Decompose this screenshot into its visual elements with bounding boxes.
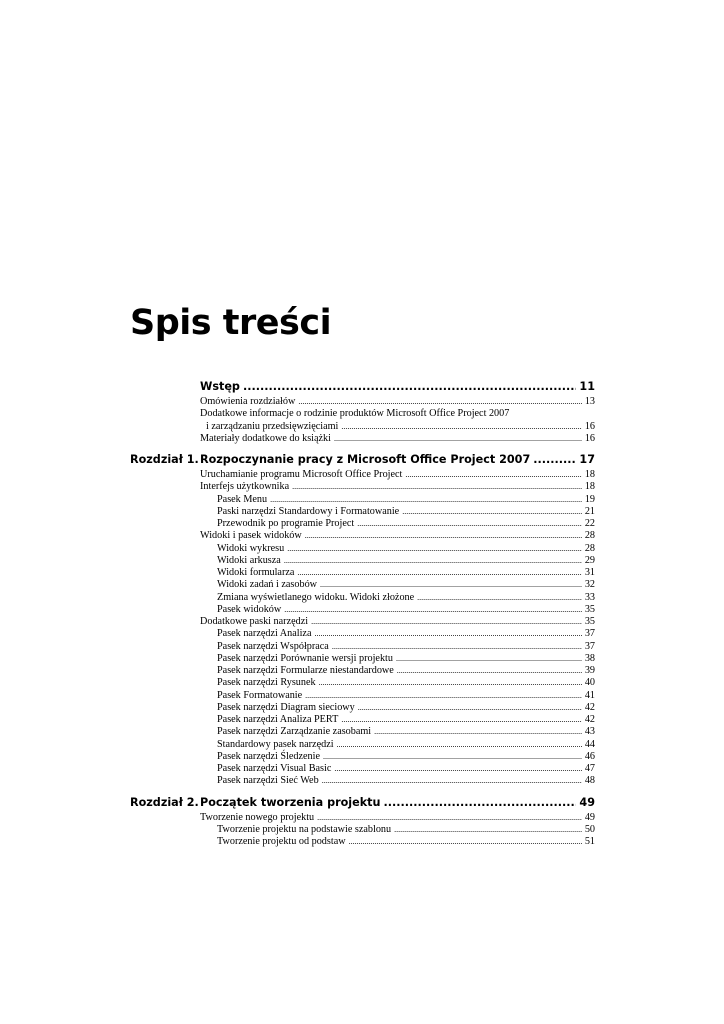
entry-page-number: 21 xyxy=(584,505,595,517)
entry-list xyxy=(200,396,595,445)
entry-page-number: 44 xyxy=(584,738,595,750)
dot-leader xyxy=(284,555,582,567)
entry-title: Pasek Formatowanie xyxy=(217,689,303,701)
toc-chapter xyxy=(130,451,595,788)
entry-title: Pasek narzędzi Rysunek xyxy=(217,677,316,689)
entry-title: Przewodnik po programie Project xyxy=(217,518,355,529)
entry-title: Pasek narzędzi Zarządzanie zasobami xyxy=(217,726,372,738)
toc-subentry[interactable] xyxy=(200,518,595,530)
dot-leader xyxy=(337,739,582,751)
entry-page-number: 40 xyxy=(584,677,595,689)
entry-title: Widoki formularza xyxy=(217,567,295,578)
toc-entry[interactable] xyxy=(200,469,595,481)
entry-title: Tworzenie projektu od podstaw xyxy=(217,836,346,847)
entry-title: Pasek narzędzi Współpraca xyxy=(217,640,329,652)
dot-leader xyxy=(314,628,581,640)
toc-entry[interactable] xyxy=(200,421,595,433)
chapter-page-number: 49 xyxy=(579,795,595,809)
chapter-title-row xyxy=(200,380,595,393)
dot-leader xyxy=(533,453,576,466)
dot-leader xyxy=(374,726,582,738)
toc-chapter xyxy=(130,794,595,849)
dot-leader xyxy=(270,494,582,506)
dot-leader xyxy=(243,380,576,393)
dot-leader xyxy=(383,796,576,809)
dot-leader xyxy=(341,714,581,726)
entry-page-number: 29 xyxy=(584,554,595,566)
entry-title: Pasek Menu xyxy=(217,493,268,505)
page-title: Spis treści xyxy=(130,303,332,343)
dot-leader xyxy=(319,677,582,689)
dot-leader xyxy=(405,469,581,481)
entry-title: Uruchamianie programu Microsoft Office Project xyxy=(200,469,403,480)
dot-leader xyxy=(292,481,582,493)
entry-page-number: 28 xyxy=(584,530,595,542)
chapter-heading[interactable] xyxy=(130,378,595,396)
chapter-title-row xyxy=(200,453,595,466)
chapter-title: Początek tworzenia projektu xyxy=(200,795,381,809)
entry-page-number: 47 xyxy=(584,763,595,774)
toc-subentry[interactable] xyxy=(200,677,595,689)
dot-leader xyxy=(323,751,582,763)
entry-title: Pasek narzędzi Analiza PERT xyxy=(217,714,339,725)
entry-page-number: 42 xyxy=(584,714,595,725)
entry-title: Widoki wykresu xyxy=(217,542,285,554)
entry-title: Materiały dodatkowe do książki xyxy=(200,432,331,444)
entry-page-number: 16 xyxy=(584,432,595,444)
entry-page-number: 49 xyxy=(584,811,595,823)
toc-subentry[interactable] xyxy=(200,836,595,848)
entry-page-number: 41 xyxy=(584,689,595,701)
entry-page-number: 48 xyxy=(584,775,595,787)
toc-subentry[interactable] xyxy=(200,739,595,751)
dot-leader xyxy=(397,665,582,677)
entry-page-number: 18 xyxy=(584,469,595,480)
toc-entry[interactable] xyxy=(200,481,595,493)
toc-subentry[interactable] xyxy=(200,714,595,726)
toc-entry[interactable] xyxy=(200,530,595,542)
entry-title: Pasek narzędzi Analiza xyxy=(217,628,312,640)
toc-subentry[interactable] xyxy=(200,665,595,677)
entry-page-number: 38 xyxy=(584,652,595,664)
entry-page-number: 50 xyxy=(584,823,595,835)
entry-page-number: 28 xyxy=(584,542,595,554)
entry-title: Widoki zadań i zasobów xyxy=(217,579,318,591)
toc-subentry[interactable] xyxy=(200,604,595,616)
entry-title: Pasek narzędzi Śledzenie xyxy=(217,750,320,762)
toc-subentry[interactable] xyxy=(200,702,595,714)
dot-leader xyxy=(332,641,582,653)
dot-leader xyxy=(320,579,582,591)
dot-leader xyxy=(297,567,581,579)
toc-entry[interactable] xyxy=(200,408,595,420)
entry-title: Omówienia rozdziałów xyxy=(200,396,296,407)
chapter-page-number: 11 xyxy=(579,380,595,393)
toc-subentry[interactable] xyxy=(200,641,595,653)
entry-title: Dodatkowe informacje o rodzinie produktów Microsoft Office Project 2007 xyxy=(200,408,510,420)
toc-subentry[interactable] xyxy=(200,775,595,787)
entry-page-number: 16 xyxy=(584,420,595,432)
entry-page-number: 31 xyxy=(584,567,595,578)
entry-list xyxy=(200,812,595,849)
toc-subentry[interactable] xyxy=(200,494,595,506)
toc-subentry[interactable] xyxy=(200,763,595,775)
dot-leader xyxy=(334,433,582,445)
toc-subentry[interactable] xyxy=(200,543,595,555)
toc-subentry[interactable] xyxy=(200,628,595,640)
toc-subentry[interactable] xyxy=(200,592,595,604)
dot-leader xyxy=(341,421,581,433)
toc-entry[interactable] xyxy=(200,616,595,628)
entry-title: Tworzenie nowego projektu xyxy=(200,811,315,823)
dot-leader xyxy=(287,543,582,555)
dot-leader xyxy=(311,616,582,628)
dot-leader xyxy=(284,604,582,616)
entry-title: Widoki i pasek widoków xyxy=(200,530,302,542)
entry-title: Paski narzędzi Standardowy i Formatowanie xyxy=(217,505,400,517)
chapter-label: Rozdział 2. xyxy=(130,795,199,809)
entry-page-number: 46 xyxy=(584,750,595,762)
toc-subentry[interactable] xyxy=(200,579,595,591)
entry-title: Pasek narzędzi Porównanie wersji projektu xyxy=(217,652,393,664)
dot-leader xyxy=(334,763,581,775)
entry-page-number: 22 xyxy=(584,518,595,529)
entry-page-number: 42 xyxy=(584,701,595,713)
entry-page-number: 32 xyxy=(584,579,595,591)
entry-page-number: 33 xyxy=(584,591,595,603)
dot-leader xyxy=(358,702,582,714)
entry-page-number: 37 xyxy=(584,628,595,640)
entry-title: Standardowy pasek narzędzi xyxy=(217,738,334,750)
toc-entry[interactable] xyxy=(200,396,595,408)
entry-page-number: 13 xyxy=(584,396,595,407)
toc-subentry[interactable] xyxy=(200,653,595,665)
entry-page-number: 39 xyxy=(584,665,595,676)
entry-title: i zarządzaniu przedsięwzięciami xyxy=(206,420,339,432)
dot-leader xyxy=(305,690,582,702)
entry-title: Pasek narzędzi Diagram sieciowy xyxy=(217,701,355,713)
toc-entry[interactable] xyxy=(200,433,595,445)
dot-leader xyxy=(394,824,582,836)
entry-title: Dodatkowe paski narzędzi xyxy=(200,616,309,627)
dot-leader xyxy=(417,592,582,604)
entry-page-number: 18 xyxy=(584,481,595,493)
chapter-title: Wstęp xyxy=(200,380,240,393)
entry-page-number: 37 xyxy=(584,640,595,652)
entry-title: Pasek narzędzi Visual Basic xyxy=(217,763,332,774)
dot-leader xyxy=(305,530,582,542)
dot-leader xyxy=(322,775,582,787)
toc-subentry[interactable] xyxy=(200,555,595,567)
toc-subentry[interactable] xyxy=(200,726,595,738)
dot-leader xyxy=(317,812,582,824)
toc-subentry[interactable] xyxy=(200,506,595,518)
table-of-contents xyxy=(130,378,595,848)
entry-title: Tworzenie projektu na podstawie szablonu xyxy=(217,823,392,835)
entry-title: Zmiana wyświetlanego widoku. Widoki złożone xyxy=(217,591,415,603)
entry-page-number: 35 xyxy=(584,603,595,615)
dot-leader xyxy=(396,653,582,665)
toc-subentry[interactable] xyxy=(200,567,595,579)
entry-page-number: 19 xyxy=(584,493,595,505)
toc-chapter xyxy=(130,378,595,445)
entry-page-number: 43 xyxy=(584,726,595,738)
chapter-label: Rozdział 1. xyxy=(130,453,199,466)
chapter-title-row xyxy=(200,796,595,809)
chapter-title: Rozpoczynanie pracy z Microsoft Office Project 2007 xyxy=(200,453,531,466)
toc-subentry[interactable] xyxy=(200,824,595,836)
chapter-heading[interactable] xyxy=(130,794,595,812)
dot-leader xyxy=(402,506,582,518)
entry-title: Widoki arkusza xyxy=(217,554,281,566)
entry-title: Pasek widoków xyxy=(217,603,282,615)
dot-leader xyxy=(357,518,582,530)
toc-subentry[interactable] xyxy=(200,751,595,763)
dot-leader xyxy=(298,396,581,408)
dot-leader xyxy=(349,836,582,848)
toc-subentry[interactable] xyxy=(200,690,595,702)
entry-title: Pasek narzędzi Formularze niestandardowe xyxy=(217,665,394,676)
entry-list xyxy=(200,469,595,788)
entry-title: Interfejs użytkownika xyxy=(200,481,290,493)
entry-title: Pasek narzędzi Sieć Web xyxy=(217,775,319,787)
entry-page-number: 35 xyxy=(584,616,595,627)
entry-page-number: 51 xyxy=(584,836,595,847)
toc-entry[interactable] xyxy=(200,812,595,824)
chapter-heading[interactable] xyxy=(130,451,595,469)
chapter-page-number: 17 xyxy=(579,453,595,466)
